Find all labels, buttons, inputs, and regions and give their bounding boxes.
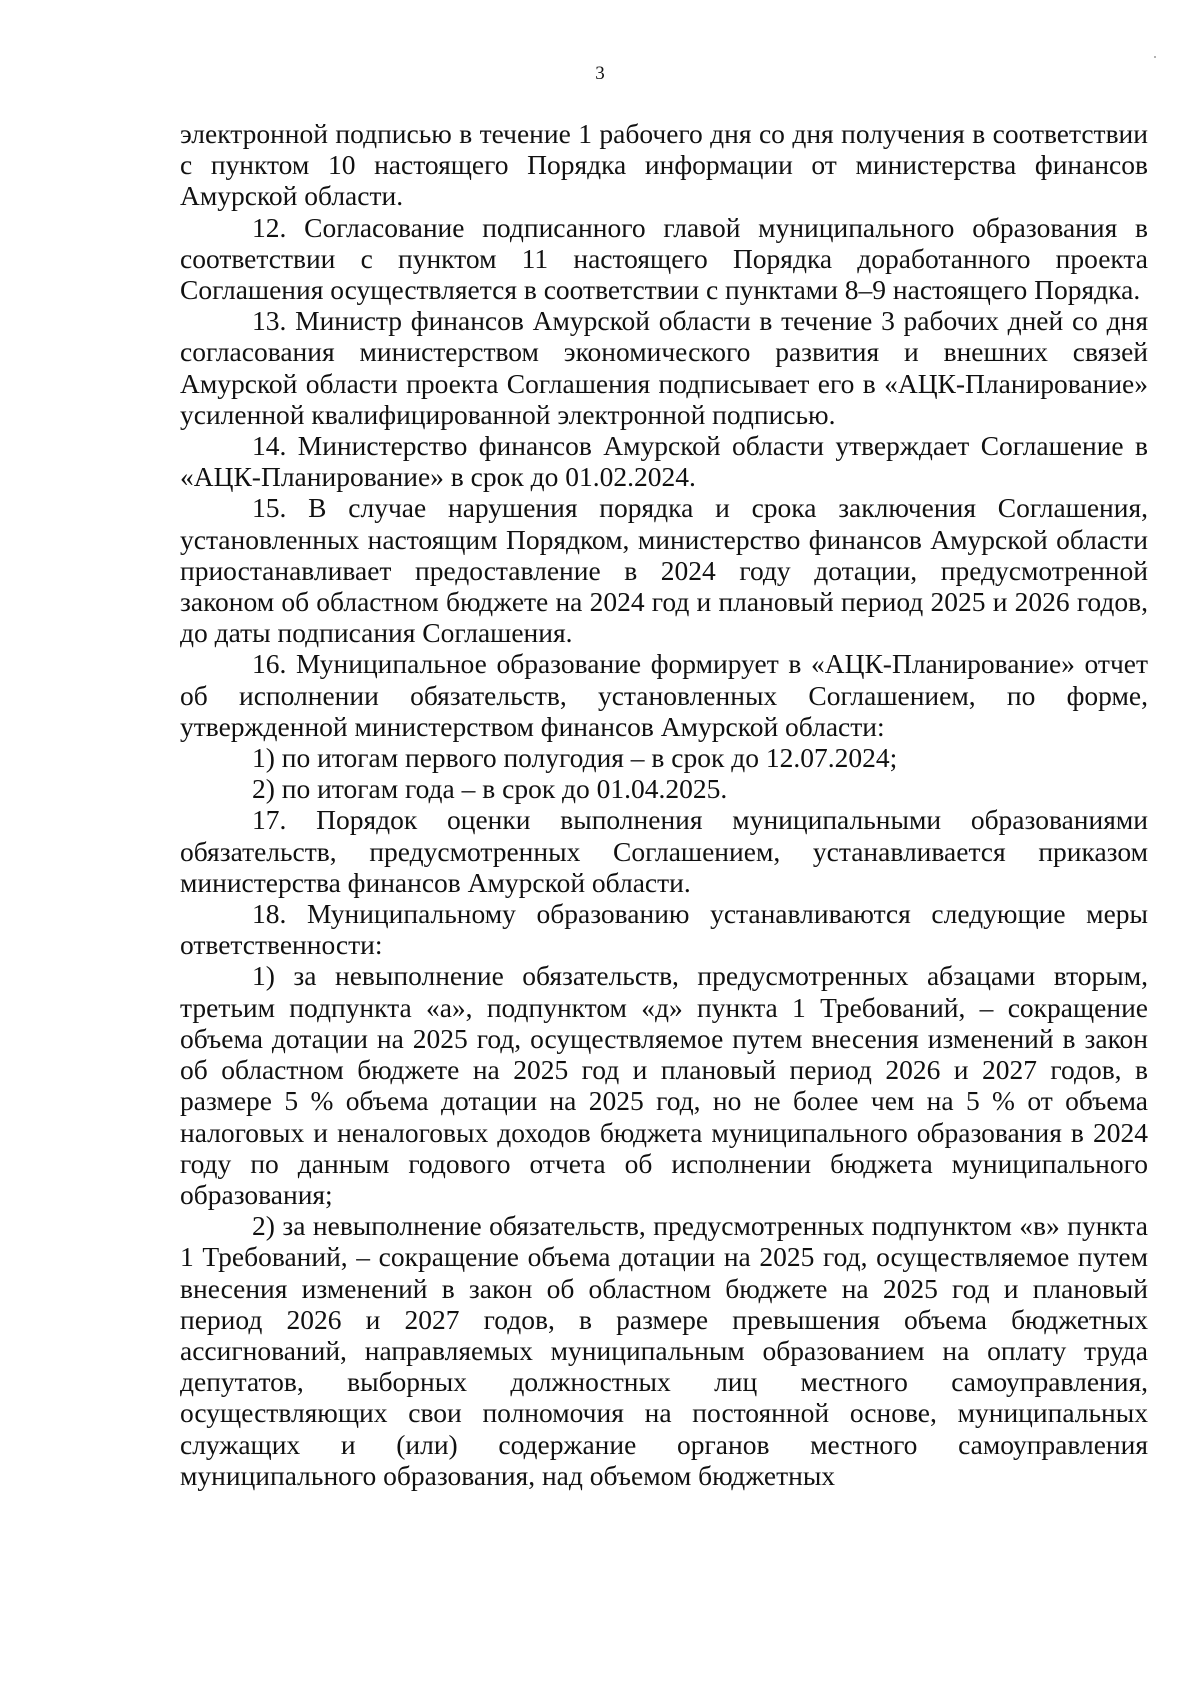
paragraph-16: 16. Муниципальное образование формирует в «АЦК-Планирование» отчет об исполнении обязательств, установленных Соглашением, по форме, утвержденной министерством финансов Амурской области: <box>180 648 1148 742</box>
paragraph-continuation: электронной подписью в течение 1 рабочего дня со дня получения в соответствии с пунктом 10 настоящего Порядка информации от министерства финансов Амурской области. <box>180 118 1148 212</box>
paragraph-12: 12. Согласование подписанного главой муниципального образования в соответствии с пунктом 11 настоящего Порядка доработанного проекта Соглашения осуществляется в соответствии с пунктами 8–9 настоящего Порядка. <box>180 211 1148 306</box>
paragraph-18: 18. Муниципальному образованию устанавливаются следующие меры ответственности: <box>180 898 1148 961</box>
paragraph-18-item-2: 2) за невыполнение обязательств, предусмотренных подпунктом «в» пункта 1 Требований, – сокращение объема дотации на 2025 год, осуществляемое путем внесения изменений в закон об областном бюджете на 2025 год и плановый период 2026 и 2027 годов, в размере превышения объема бюджетных ассигнований, направляемых муниципальным образованием на оплату труда депутатов, выборных должностных лиц местного самоуправления, осуществляющих свои полномочия на постоянной основе, муниципальных служащих и (или) содержание органов местного самоуправления муниципального образования, над объемом бюджетных <box>180 1210 1148 1491</box>
scan-speck <box>1154 56 1156 58</box>
paragraph-18-item-1: 1) за невыполнение обязательств, предусмотренных абзацами вторым, третьим подпункта «а», подпунктом «д» пункта 1 Требований, – сокращение объема дотации на 2025 год, осуществляемое путем внесения изменений в закон об областном бюджете на 2025 год и плановый период 2026 и 2027 годов, в размере 5 % объема дотации на 2025 год, но не более чем на 5 % от объема налоговых и неналоговых доходов бюджета муниципального образования в 2024 году по данным годового отчета об исполнении бюджета муниципального образования; <box>180 960 1148 1210</box>
paragraph-13: 13. Министр финансов Амурской области в течение 3 рабочих дней со дня согласования министерством экономического развития и внешних связей Амурской области проекта Соглашения подписывает его в «АЦК-Планирование» усиленной квалифицированной электронной подписью. <box>180 305 1148 430</box>
paragraph-17: 17. Порядок оценки выполнения муниципальными образованиями обязательств, предусмотренных Соглашением, устанавливается приказом министерства финансов Амурской области. <box>180 804 1148 898</box>
paragraph-14: 14. Министерство финансов Амурской области утверждает Соглашение в «АЦК-Планирование» в срок до 01.02.2024. <box>180 430 1148 493</box>
page-number: 3 <box>595 63 605 84</box>
paragraph-16-item-2: 2) по итогам года – в срок до 01.04.2025. <box>252 773 728 805</box>
paragraph-16-item-1: 1) по итогам первого полугодия – в срок до 12.07.2024; <box>252 742 898 774</box>
document-body <box>180 118 1148 1491</box>
paragraph-15: 15. В случае нарушения порядка и срока заключения Соглашения, установленных настоящим Порядком, министерство финансов Амурской области приостанавливает предоставление в 2024 году дотации, предусмотренной законом об областном бюджете на 2024 год и плановый период 2025 и 2026 годов, до даты подписания Соглашения. <box>180 492 1148 649</box>
